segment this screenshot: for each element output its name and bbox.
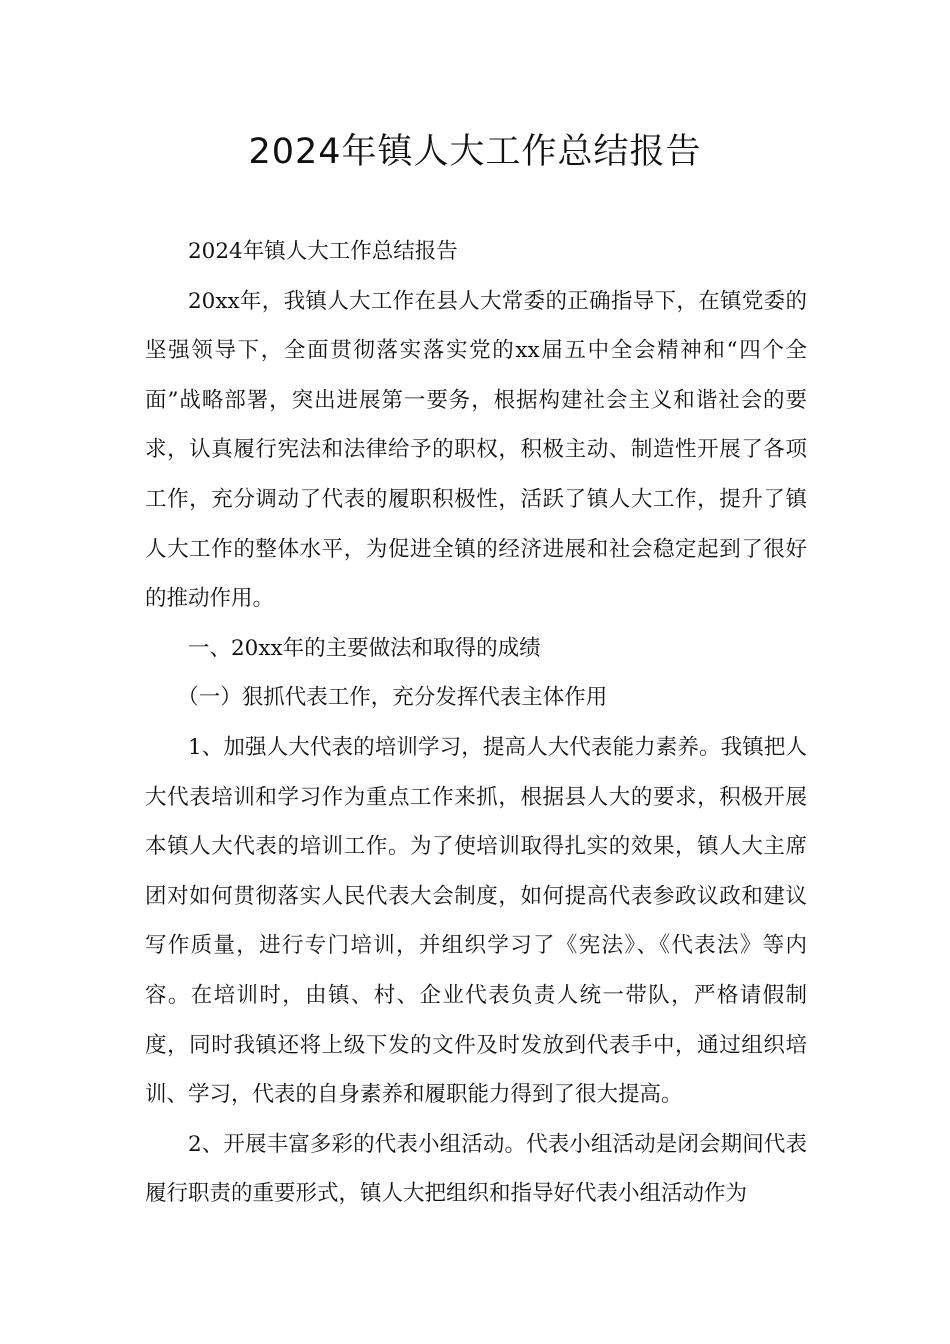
paragraph-item-2: 2、开展丰富多彩的代表小组活动。代表小组活动是闭会期间代表履行职责的重要形式，镇人大把组织和指导好代表小组活动作为 (145, 1131, 807, 1207)
paragraph-subtitle: 2024年镇人大工作总结报告 (188, 239, 458, 264)
paragraph-intro: 20xx年，我镇人大工作在县人大常委的正确指导下，在镇党委的坚强领导下，全面贯彻落实落实党的xx届五中全会精神和“四个全面”战略部署，突出进展第一要务，根据构建社会主义和谐社会的要求，认真履行宪法和法律给予的职权，积极主动、制造性开展了各项工作，充分调动了代表的履职积极性，活跃了镇人大工作，提升了镇人大工作的整体水平，为促进全镇的经济进展和社会稳定起到了很好的推动作用。 (145, 288, 807, 612)
document-title: 2024年镇人大工作总结报告 (248, 132, 702, 172)
subsection-heading: （一）狠抓代表工作，充分发挥代表主体作用 (177, 685, 608, 711)
paragraph-item-1: 1、加强人大代表的培训学习，提高人大代表能力素养。我镇把人大代表培训和学习作为重点工作来抓，根据县人大的要求，积极开展本镇人大代表的培训工作。为了使培训取得扎实的效果，镇人大主席团对如何贯彻落实人民代表大会制度，如何提高代表参政议政和建议写作质量，进行专门培训，并组织学习了《宪法》、《代表法》等内容。在培训时，由镇、村、企业代表负责人统一带队，严格请假制度，同时我镇还将上级下发的文件及时发放到代表手中，通过组织培训、学习，代表的自身素养和履职能力得到了很大提高。 (145, 734, 807, 1108)
section-heading: 一、20xx年的主要做法和取得的成绩 (188, 635, 541, 661)
document-body (145, 227, 807, 1219)
